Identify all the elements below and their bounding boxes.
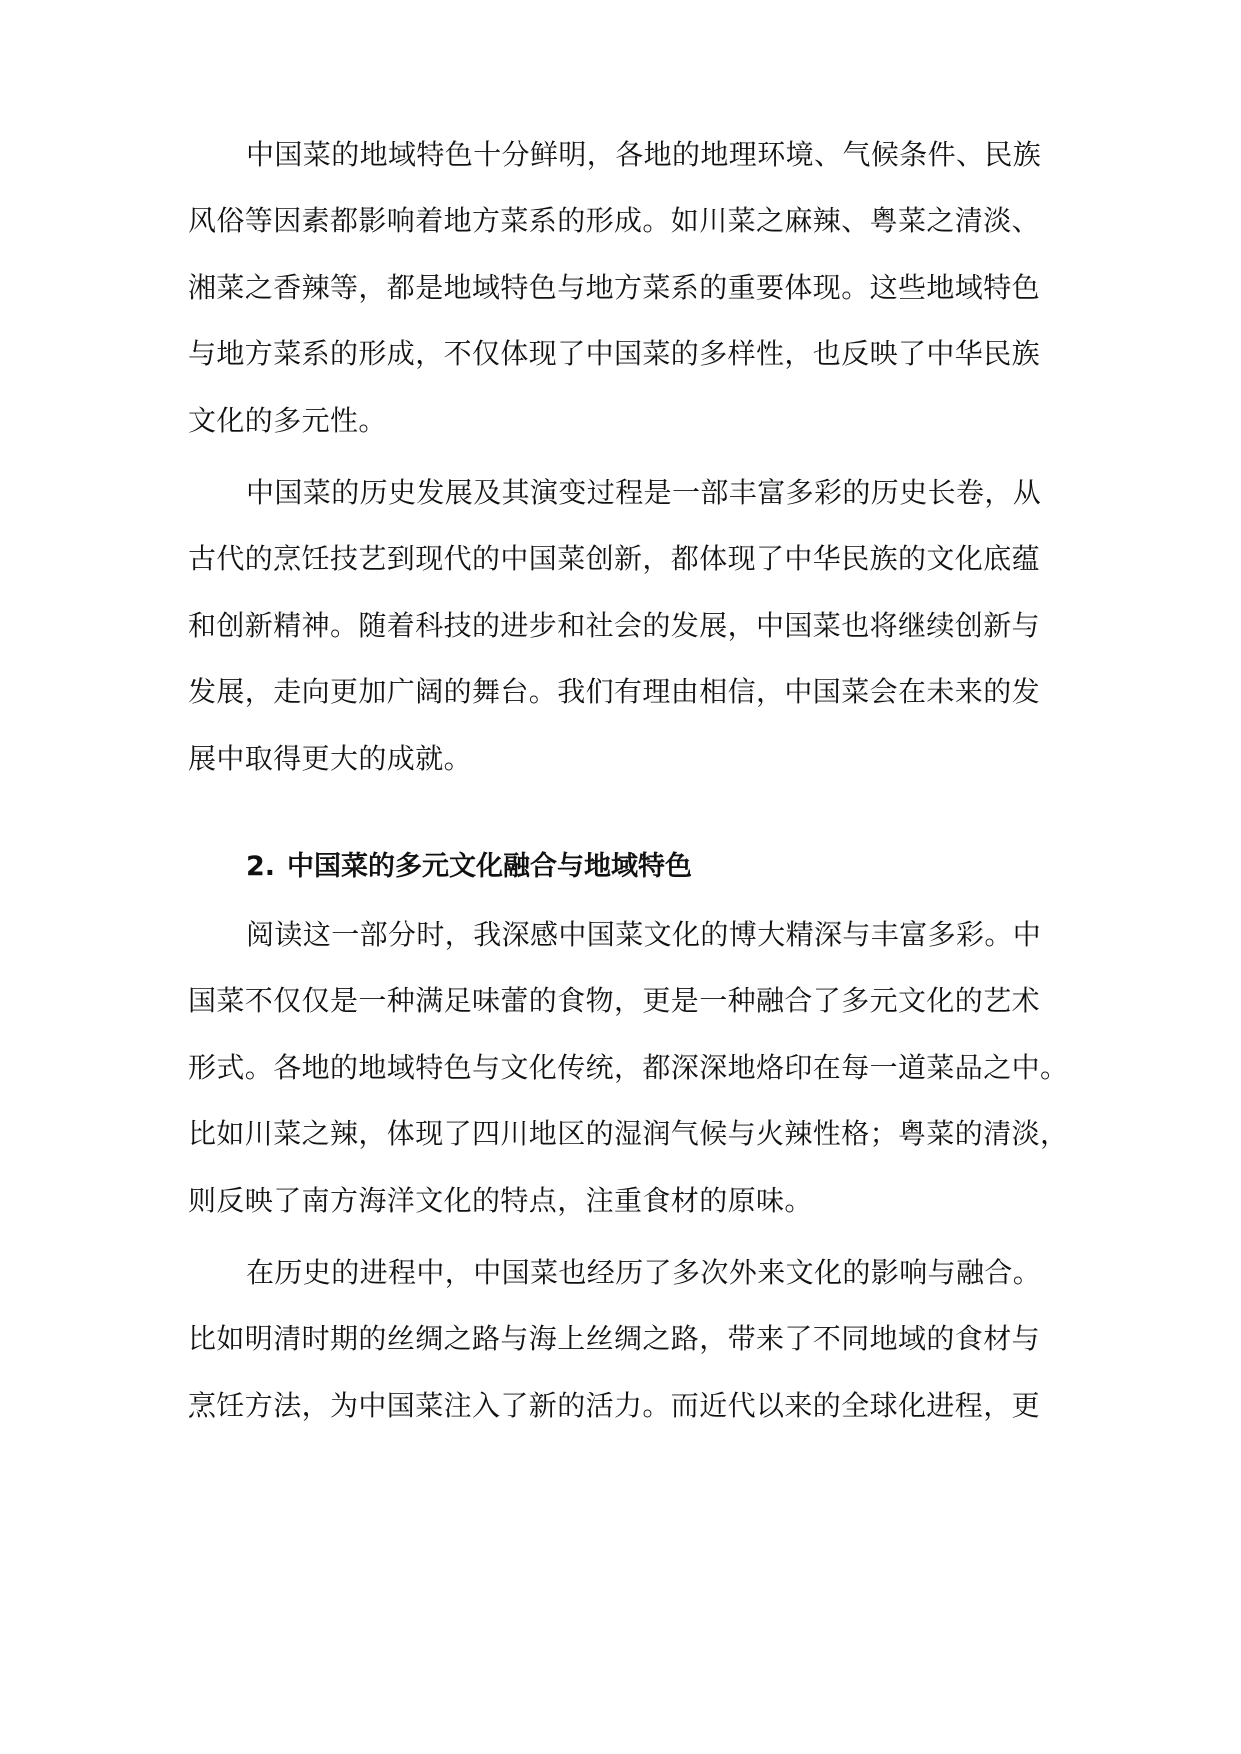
section-number: 2.	[246, 851, 276, 882]
text-line: 古代的烹饪技艺到现代的中国菜创新，都体现了中华民族的文化底蕴	[188, 542, 1041, 575]
section-heading	[246, 847, 1068, 887]
text-line: 中国菜的历史发展及其演变过程是一部丰富多彩的历史长卷，从	[246, 476, 1042, 509]
text-line: 和创新精神。随着科技的进步和社会的发展，中国菜也将继续创新与	[188, 609, 1041, 642]
section-title: 中国菜的多元文化融合与地域特色	[287, 851, 693, 882]
text-line: 形式。各地的地域特色与文化传统，都深深地烙印在每一道菜品之中。	[188, 1051, 1068, 1084]
text-line: 湘菜之香辣等，都是地域特色与地方菜系的重要体现。这些地域特色	[188, 271, 1041, 304]
text-line: 在历史的进程中，中国菜也经历了多次外来文化的影响与融合。	[246, 1256, 1042, 1289]
text-line: 发展，走向更加广阔的舞台。我们有理由相信，中国菜会在未来的发	[188, 675, 1041, 708]
text-line: 风俗等因素都影响着地方菜系的形成。如川菜之麻辣、粤菜之清淡、	[188, 204, 1041, 237]
text-line: 与地方菜系的形成，不仅体现了中国菜的多样性，也反映了中华民族	[188, 337, 1041, 370]
text-line: 比如川菜之辣，体现了四川地区的湿润气候与火辣性格；粤菜的清淡，	[188, 1117, 1068, 1150]
text-line: 烹饪方法，为中国菜注入了新的活力。而近代以来的全球化进程，更	[188, 1389, 1041, 1422]
text-line: 则反映了南方海洋文化的特点，注重食材的原味。	[188, 1184, 813, 1217]
text-line: 文化的多元性。	[188, 404, 387, 437]
text-line: 展中取得更大的成就。	[188, 742, 473, 775]
text-line: 比如明清时期的丝绸之路与海上丝绸之路，带来了不同地域的食材与	[188, 1322, 1041, 1355]
text-line: 国菜不仅仅是一种满足味蕾的食物，更是一种融合了多元文化的艺术	[188, 984, 1041, 1017]
text-line: 中国菜的地域特色十分鲜明，各地的地理环境、气候条件、民族	[246, 138, 1042, 171]
text-line: 阅读这一部分时，我深感中国菜文化的博大精深与丰富多彩。中	[246, 918, 1042, 951]
